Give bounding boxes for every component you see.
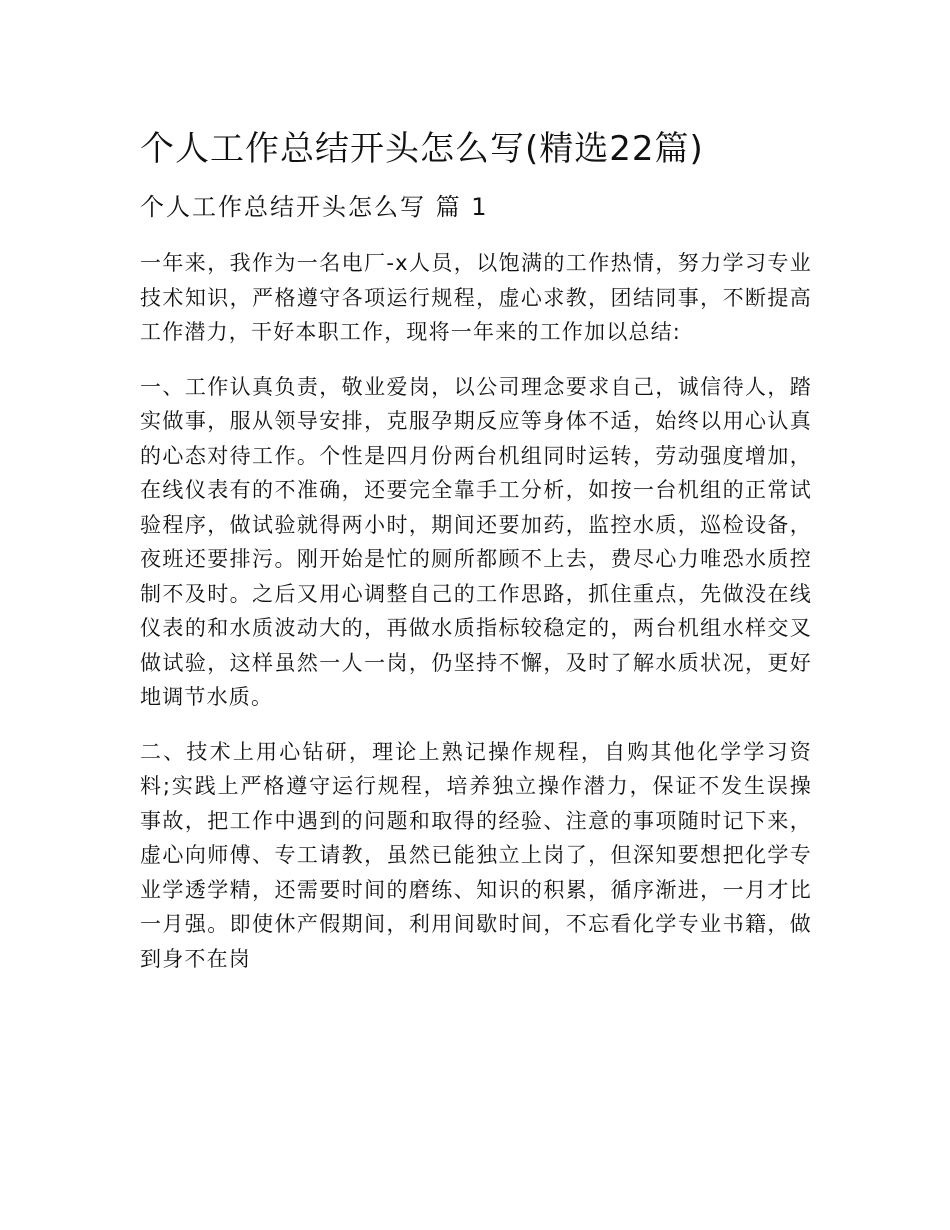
paragraph-point-one: 一、工作认真负责，敬业爱岗，以公司理念要求自己，诚信待人，踏实做事，服从领导安排，克服孕期反应等身体不适，始终以用心认真的心态对待工作。个性是四月份两台机组同时运转，劳动强度增加，在线仪表有的不准确，还要完全靠手工分析，如按一台机组的正常试验程序，做试验就得两小时，期间还要加药，监控水质，巡检设备，夜班还要排污。刚开始是忙的厕所都顾不上去，费尽心力唯恐水质控制不及时。之后又用心调整自己的工作思路，抓住重点，先做没在线仪表的和水质波动大的，再做水质指标较稳定的，两台机组水样交叉做试验，这样虽然一人一岗，仍坚持不懈，及时了解水质状况，更好地调节水质。: [140, 374, 812, 709]
paragraph-point-two: 二、技术上用心钻研，理论上熟记操作规程，自购其他化学学习资料;实践上严格遵守运行规程，培养独立操作潜力，保证不发生误操事故，把工作中遇到的问题和取得的经验、注意的事项随时记下来，虚心向师傅、专工请教，虽然已能独立上岗了，但深知要想把化学专业学透学精，还需要时间的磨练、知识的积累，循序渐进，一月才比一月强。即使休产假期间，利用间歇时间，不忘看化学专业书籍，做到身不在岗: [140, 739, 812, 971]
document-title: 个人工作总结开头怎么写(精选22篇): [140, 129, 704, 169]
document-body: [140, 126, 812, 976]
paragraph-intro: 一年来，我作为一名电厂-x人员，以饱满的工作热情，努力学习专业技术知识，严格遵守各项运行规程，虚心求教，团结同事，不断提高工作潜力，干好本职工作，现将一年来的工作加以总结:: [140, 251, 812, 344]
section-heading: 个人工作总结开头怎么写 篇 1: [140, 193, 489, 221]
